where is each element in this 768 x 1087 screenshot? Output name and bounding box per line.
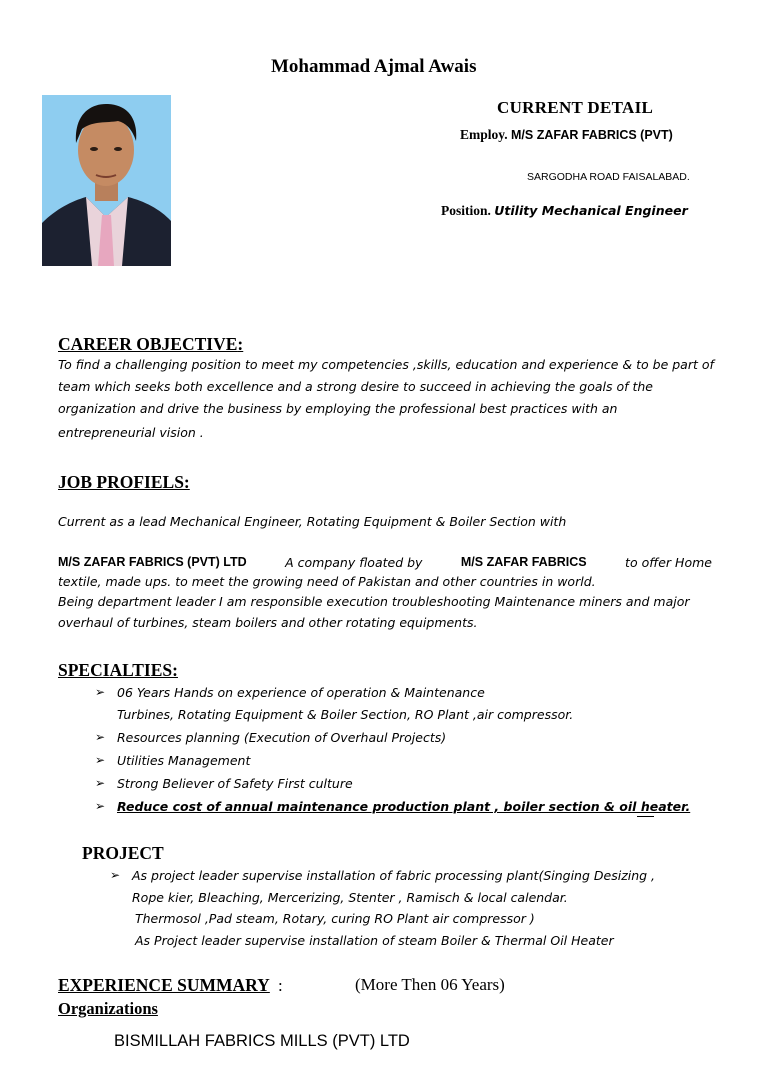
job-line: textile, made ups. to meet the growing need of Pakistan and other countries in world.	[58, 574, 596, 589]
underline-extension	[637, 800, 654, 817]
arrow-bullet-icon: ➢	[95, 685, 106, 699]
job-profiles-heading: JOB PROFIELS:	[58, 472, 190, 492]
experience-summary-colon: :	[278, 976, 283, 995]
job-intro: Current as a lead Mechanical Engineer, Rotating Equipment & Boiler Section with	[58, 514, 567, 529]
specialties-heading: SPECIALTIES:	[58, 660, 178, 680]
project-line: Thermosol ,Pad steam, Rotary, curing RO Plant air compressor )	[135, 911, 535, 926]
specialty-item-continued: Turbines, Rotating Equipment & Boiler Section, RO Plant ,air compressor.	[117, 707, 574, 722]
current-detail-heading: CURRENT DETAIL	[497, 98, 654, 117]
employ-row	[460, 127, 673, 143]
position-value: Utility Mechanical Engineer	[494, 203, 688, 218]
arrow-bullet-icon: ➢	[95, 776, 106, 790]
career-objective-title: CAREER OBJECTIVE	[58, 334, 238, 354]
employ-value: M/S ZAFAR FABRICS (PVT)	[511, 128, 673, 142]
organization-name: BISMILLAH FABRICS MILLS (PVT) LTD	[114, 1032, 410, 1050]
employ-label: Employ.	[460, 127, 508, 142]
experience-summary-heading: EXPERIENCE SUMMARY	[58, 975, 270, 995]
project-heading: PROJECT	[82, 843, 164, 863]
arrow-bullet-icon: ➢	[95, 730, 106, 744]
profile-photo	[42, 95, 171, 266]
job-line: Being department leader I am responsible execution troubleshooting Maintenance miners and major	[58, 594, 690, 609]
organizations-heading: Organizations	[58, 999, 158, 1018]
profile-photo-illustration	[42, 95, 171, 266]
job-company-2: M/S ZAFAR FABRICS	[460, 555, 587, 569]
specialty-item: Strong Believer of Safety First culture	[117, 776, 353, 791]
project-line: As project leader supervise installation of fabric processing plant(Singing Desizing ,	[132, 868, 656, 883]
objective-line: entrepreneurial vision .	[58, 425, 204, 440]
arrow-bullet-icon: ➢	[110, 868, 121, 882]
job-end-text: to offer Home	[625, 555, 712, 570]
specialty-item-highlight: Reduce cost of annual maintenance production plant , boiler section & oil heater.	[117, 799, 691, 814]
career-objective-colon: :	[237, 334, 244, 354]
arrow-bullet-icon: ➢	[95, 753, 106, 767]
job-line: overhaul of turbines, steam boilers and other rotating equipments.	[58, 615, 478, 630]
position-label: Position.	[441, 203, 491, 218]
candidate-name: Mohammad Ajmal Awais	[271, 56, 477, 77]
experience-years: (More Then 06 Years)	[355, 975, 505, 994]
specialty-item: 06 Years Hands on experience of operation & Maintenance	[117, 685, 485, 700]
job-mid-text: A company floated by	[285, 555, 423, 570]
employer-address: SARGODHA ROAD FAISALABAD.	[527, 171, 690, 183]
project-line: Rope kier, Bleaching, Mercerizing, Stenter , Ramisch & local calendar.	[132, 890, 568, 905]
career-objective-heading	[58, 334, 243, 355]
specialty-item: Utilities Management	[117, 753, 251, 768]
objective-line: team which seeks both excellence and a strong desire to succeed in achieving the goals of the	[58, 379, 654, 394]
arrow-bullet-icon: ➢	[95, 799, 106, 813]
project-line: As Project leader supervise installation of steam Boiler & Thermal Oil Heater	[135, 933, 614, 948]
job-company-1: M/S ZAFAR FABRICS (PVT) LTD	[58, 555, 247, 569]
position-row	[441, 203, 688, 219]
objective-line: To find a challenging position to meet my competencies ,skills, education and experience & to be part of	[58, 357, 714, 372]
objective-line: organization and drive the business by employing the professional best practices with an	[58, 401, 618, 416]
job-company-line	[58, 555, 712, 570]
specialty-item: Resources planning (Execution of Overhaul Projects)	[117, 730, 447, 745]
